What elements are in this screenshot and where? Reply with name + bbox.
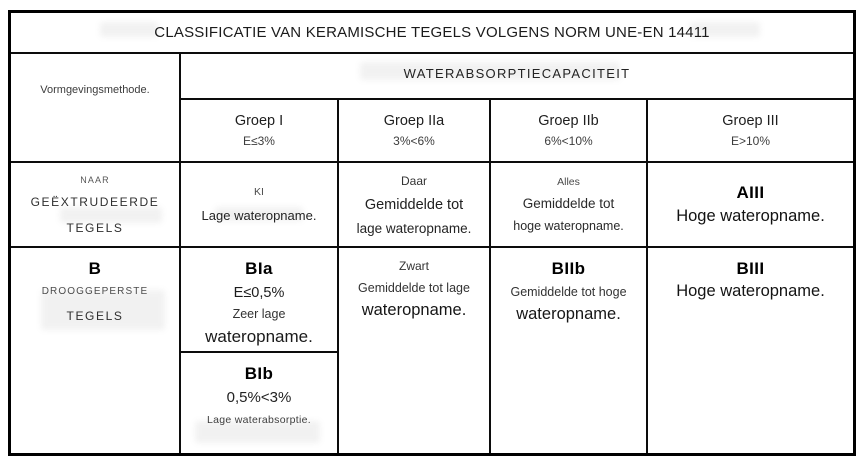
cell-code: BIa [245, 259, 273, 278]
cell-text: Lage waterabsorptie. [206, 414, 312, 426]
pressed-group2a-cell [339, 248, 491, 453]
pressed-label-code: B [88, 259, 102, 278]
group-name: Groep III [722, 113, 779, 129]
cell-code: KI [254, 186, 264, 198]
cell-text: wateropname. [205, 327, 313, 346]
cell-code: Alles [557, 176, 580, 188]
cell-text: Lage wateropname. [201, 208, 317, 223]
pressed-bib-cell [181, 353, 339, 453]
group-range: 6%<10% [544, 134, 593, 148]
pressed-tiles-label-cell [11, 248, 181, 453]
cell-text: Gemiddelde tot lage [358, 281, 470, 295]
classification-table [8, 10, 856, 456]
cell-code: Zwart [399, 259, 429, 273]
table-title: CLASSIFICATIE VAN KERAMISCHE TEGELS VOLGENS NORM UNE-EN 14411 [154, 24, 710, 41]
cell-text: Hoge wateropname. [676, 282, 825, 300]
group-header-groep-i [181, 100, 339, 163]
cell-text: 0,5%<3% [226, 389, 292, 406]
group-range: E≤3% [243, 134, 275, 148]
extruded-tiles-label-cell [11, 163, 181, 248]
group-range: E>10% [730, 134, 771, 148]
pressed-bia-cell [181, 248, 339, 353]
extruded-label-top: NAAR [80, 174, 110, 185]
pressed-label-bottom: TEGELS [66, 309, 124, 323]
cell-code: BIII [736, 259, 765, 278]
extruded-group2b-cell [491, 163, 648, 248]
cell-text: Hoge wateropname. [676, 207, 825, 225]
extruded-label-bottom: TEGELS [66, 220, 124, 235]
group-header-groep-iib [491, 100, 648, 163]
extruded-group2a-cell [339, 163, 491, 248]
extruded-group3-cell [648, 163, 853, 248]
cell-text: Gemiddelde tot [522, 196, 615, 211]
cell-code: AIII [736, 183, 765, 202]
cell-text: wateropname. [516, 305, 621, 323]
group-range: 3%<6% [393, 134, 435, 148]
cell-text: hoge wateropname. [513, 219, 624, 233]
table-title-cell [11, 13, 853, 54]
group-header-groep-iia [339, 100, 491, 163]
cell-text: Gemiddelde tot hoge [510, 285, 627, 299]
absorption-header-label: WATERABSORPTIECAPACITEIT [403, 65, 631, 81]
group-header-groep-iii [648, 100, 853, 163]
method-header-label: Vormgevingsmethode. [40, 83, 150, 96]
pressed-label-mid: DROOGGEPERSTE [41, 286, 149, 297]
pressed-group2b-cell [491, 248, 648, 453]
cell-text: Zeer lage [232, 307, 286, 321]
extruded-group1-cell [181, 163, 339, 248]
cell-text: Gemiddelde tot [364, 196, 464, 213]
extruded-label-mid: GEËXTRUDEERDE [30, 194, 160, 209]
cell-code: BIb [244, 364, 274, 383]
cell-text: E≤0,5% [233, 285, 285, 301]
method-header-cell [11, 54, 181, 163]
group-name: Groep IIa [383, 113, 445, 129]
group-name: Groep IIb [538, 113, 599, 129]
absorption-header-cell [181, 54, 853, 100]
cell-text: lage wateropname. [356, 220, 472, 236]
cell-code: Daar [400, 173, 427, 188]
pressed-group3-cell [648, 248, 853, 453]
cell-text: wateropname. [361, 301, 467, 319]
group-name: Groep I [234, 113, 284, 129]
cell-code: BIIb [551, 259, 586, 278]
